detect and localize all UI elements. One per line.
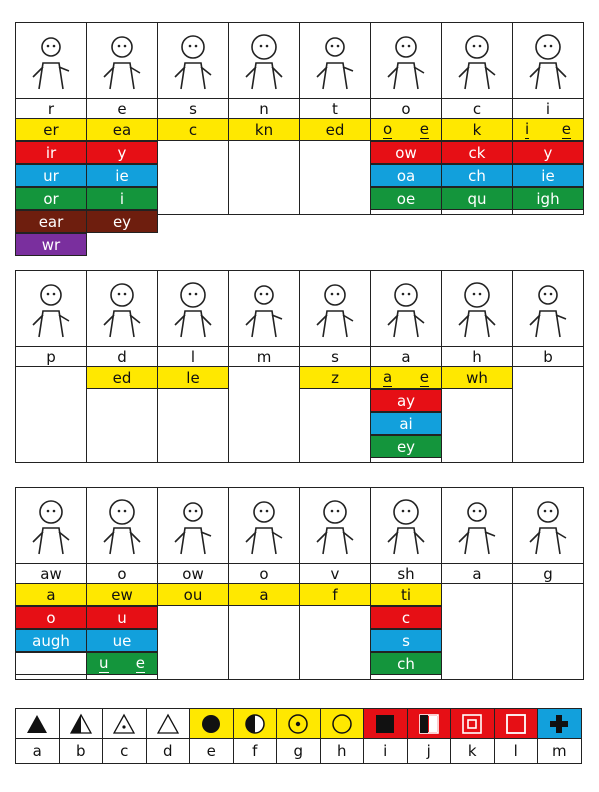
picture-1-6 — [370, 22, 442, 99]
illustration-icon — [25, 496, 77, 556]
illustration-icon — [309, 279, 361, 339]
key-letter: r — [15, 98, 87, 119]
spelling-alternative: ie — [512, 164, 584, 187]
triangle-dot-icon — [113, 713, 135, 735]
picture-3-4 — [228, 487, 300, 564]
legend-label: l — [494, 738, 539, 764]
picture-2-6 — [370, 270, 442, 347]
spelling-alternative: k — [441, 118, 513, 141]
triangle-empty-icon — [157, 713, 179, 735]
illustration-icon — [380, 31, 432, 91]
illustration-icon — [96, 279, 148, 339]
spelling-alternative: f — [299, 583, 371, 606]
split-right: e — [561, 120, 571, 138]
spelling-alternative: o — [15, 606, 87, 629]
key-letter: m — [228, 346, 300, 367]
triangle-filled-icon — [26, 713, 48, 735]
alternatives-box — [512, 366, 584, 463]
picture-1-3 — [157, 22, 229, 99]
illustration-icon — [25, 279, 77, 339]
legend-label: b — [59, 738, 104, 764]
circle-half-icon — [244, 713, 266, 735]
illustration-icon — [238, 496, 290, 556]
spelling-alternative: ow — [370, 141, 442, 164]
split-right: e — [419, 368, 429, 386]
illustration-icon — [167, 279, 219, 339]
picture-2-7 — [441, 270, 513, 347]
illustration-icon — [522, 279, 574, 339]
spelling-alternative: ea — [86, 118, 158, 141]
spelling-alternative: c — [370, 606, 442, 629]
key-letter: v — [299, 563, 371, 584]
illustration-icon — [380, 496, 432, 556]
legend-label: d — [146, 738, 191, 764]
legend-label: c — [102, 738, 147, 764]
legend-symbol-j — [407, 708, 452, 739]
picture-3-2 — [86, 487, 158, 564]
illustration-icon — [96, 31, 148, 91]
split-right: e — [419, 120, 429, 138]
key-letter: ow — [157, 563, 229, 584]
key-letter: i — [512, 98, 584, 119]
key-letter: l — [157, 346, 229, 367]
picture-3-7 — [441, 487, 513, 564]
illustration-icon — [451, 31, 503, 91]
picture-2-2 — [86, 270, 158, 347]
legend-symbol-d — [146, 708, 191, 739]
spelling-alternative — [370, 366, 442, 389]
legend-label: a — [15, 738, 60, 764]
spelling-alternative: s — [370, 629, 442, 652]
picture-1-4 — [228, 22, 300, 99]
legend-symbol-c — [102, 708, 147, 739]
spelling-alternative: ck — [441, 141, 513, 164]
legend-symbol-g — [276, 708, 321, 739]
split-left: o — [383, 120, 393, 138]
alternatives-box — [15, 366, 87, 463]
spelling-alternative: ey — [86, 210, 158, 233]
legend-label: k — [450, 738, 495, 764]
spelling-alternative: c — [157, 118, 229, 141]
spelling-alternative: y — [86, 141, 158, 164]
illustration-icon — [238, 279, 290, 339]
split-left: i — [525, 120, 530, 138]
spelling-alternative: wh — [441, 366, 513, 389]
spelling-alternative: igh — [512, 187, 584, 210]
spelling-alternative: ch — [370, 652, 442, 675]
key-letter: p — [15, 346, 87, 367]
legend-label: g — [276, 738, 321, 764]
spelling-alternative: er — [15, 118, 87, 141]
spelling-alternative: z — [299, 366, 371, 389]
spelling-alternative: or — [15, 187, 87, 210]
spelling-alternative: u — [86, 606, 158, 629]
circle-empty-icon — [331, 713, 353, 735]
legend-symbol-l — [494, 708, 539, 739]
split-left: u — [99, 654, 109, 672]
picture-3-3 — [157, 487, 229, 564]
illustration-icon — [451, 496, 503, 556]
spelling-alternative — [512, 118, 584, 141]
illustration-icon — [522, 31, 574, 91]
spelling-alternative: augh — [15, 629, 87, 652]
alternatives-box — [512, 583, 584, 680]
key-letter: g — [512, 563, 584, 584]
square-filled-icon — [374, 713, 396, 735]
spelling-alternative: ti — [370, 583, 442, 606]
spelling-alternative: kn — [228, 118, 300, 141]
spelling-alternative: y — [512, 141, 584, 164]
illustration-icon — [309, 496, 361, 556]
picture-3-8 — [512, 487, 584, 564]
picture-2-3 — [157, 270, 229, 347]
key-letter: o — [370, 98, 442, 119]
spelling-alternative: i — [86, 187, 158, 210]
illustration-icon — [380, 279, 432, 339]
picture-1-8 — [512, 22, 584, 99]
picture-3-1 — [15, 487, 87, 564]
picture-1-1 — [15, 22, 87, 99]
key-letter: s — [299, 346, 371, 367]
square-half-icon — [418, 713, 440, 735]
spelling-alternative: ie — [86, 164, 158, 187]
picture-2-8 — [512, 270, 584, 347]
picture-1-5 — [299, 22, 371, 99]
illustration-icon — [309, 31, 361, 91]
legend-label: j — [407, 738, 452, 764]
legend-label: h — [320, 738, 365, 764]
square-dot-icon — [461, 713, 483, 735]
picture-1-2 — [86, 22, 158, 99]
alternatives-box — [228, 366, 300, 463]
alternatives-box — [441, 583, 513, 680]
legend-symbol-b — [59, 708, 104, 739]
key-letter: o — [86, 563, 158, 584]
cross-icon — [548, 713, 570, 735]
spelling-alternative: ai — [370, 412, 442, 435]
spelling-alternative: ir — [15, 141, 87, 164]
split-left: a — [383, 368, 393, 386]
spelling-alternative — [15, 652, 87, 675]
key-letter: a — [370, 346, 442, 367]
key-letter: d — [86, 346, 158, 367]
spelling-alternative: le — [157, 366, 229, 389]
key-letter: n — [228, 98, 300, 119]
spelling-alternative: ew — [86, 583, 158, 606]
spelling-alternative: ch — [441, 164, 513, 187]
legend-symbol-e — [189, 708, 234, 739]
key-letter: c — [441, 98, 513, 119]
triangle-half-icon — [70, 713, 92, 735]
key-letter: sh — [370, 563, 442, 584]
spelling-alternative: a — [15, 583, 87, 606]
illustration-icon — [238, 31, 290, 91]
legend-label: m — [537, 738, 582, 764]
circle-filled-icon — [200, 713, 222, 735]
spelling-alternative: ur — [15, 164, 87, 187]
legend-symbol-i — [363, 708, 408, 739]
spelling-alternative: qu — [441, 187, 513, 210]
legend-symbol-a — [15, 708, 60, 739]
legend-symbol-k — [450, 708, 495, 739]
illustration-icon — [167, 496, 219, 556]
spelling-alternative: ed — [299, 118, 371, 141]
spelling-alternative — [86, 652, 158, 675]
square-empty-icon — [505, 713, 527, 735]
key-letter: aw — [15, 563, 87, 584]
spelling-alternative: ed — [86, 366, 158, 389]
spelling-alternative: ear — [15, 210, 87, 233]
illustration-icon — [25, 31, 77, 91]
spelling-alternative — [370, 118, 442, 141]
spelling-alternative: a — [228, 583, 300, 606]
spelling-alternative: wr — [15, 233, 87, 256]
spelling-alternative: oa — [370, 164, 442, 187]
picture-3-5 — [299, 487, 371, 564]
key-letter: b — [512, 346, 584, 367]
circle-dot-icon — [287, 713, 309, 735]
legend-label: f — [233, 738, 278, 764]
illustration-icon — [451, 279, 503, 339]
spelling-alternative: oe — [370, 187, 442, 210]
illustration-icon — [522, 496, 574, 556]
legend-symbol-m — [537, 708, 582, 739]
key-letter: h — [441, 346, 513, 367]
illustration-icon — [167, 31, 219, 91]
key-letter: e — [86, 98, 158, 119]
legend-symbol-f — [233, 708, 278, 739]
spelling-alternative: ey — [370, 435, 442, 458]
picture-2-5 — [299, 270, 371, 347]
key-letter: s — [157, 98, 229, 119]
key-letter: t — [299, 98, 371, 119]
spelling-alternative: ou — [157, 583, 229, 606]
legend-label: e — [189, 738, 234, 764]
spelling-alternative: ay — [370, 389, 442, 412]
picture-2-1 — [15, 270, 87, 347]
legend-symbol-h — [320, 708, 365, 739]
legend-label: i — [363, 738, 408, 764]
key-letter: o — [228, 563, 300, 584]
picture-2-4 — [228, 270, 300, 347]
picture-1-7 — [441, 22, 513, 99]
spelling-alternative: ue — [86, 629, 158, 652]
key-letter: a — [441, 563, 513, 584]
picture-3-6 — [370, 487, 442, 564]
illustration-icon — [96, 496, 148, 556]
split-right: e — [135, 654, 145, 672]
